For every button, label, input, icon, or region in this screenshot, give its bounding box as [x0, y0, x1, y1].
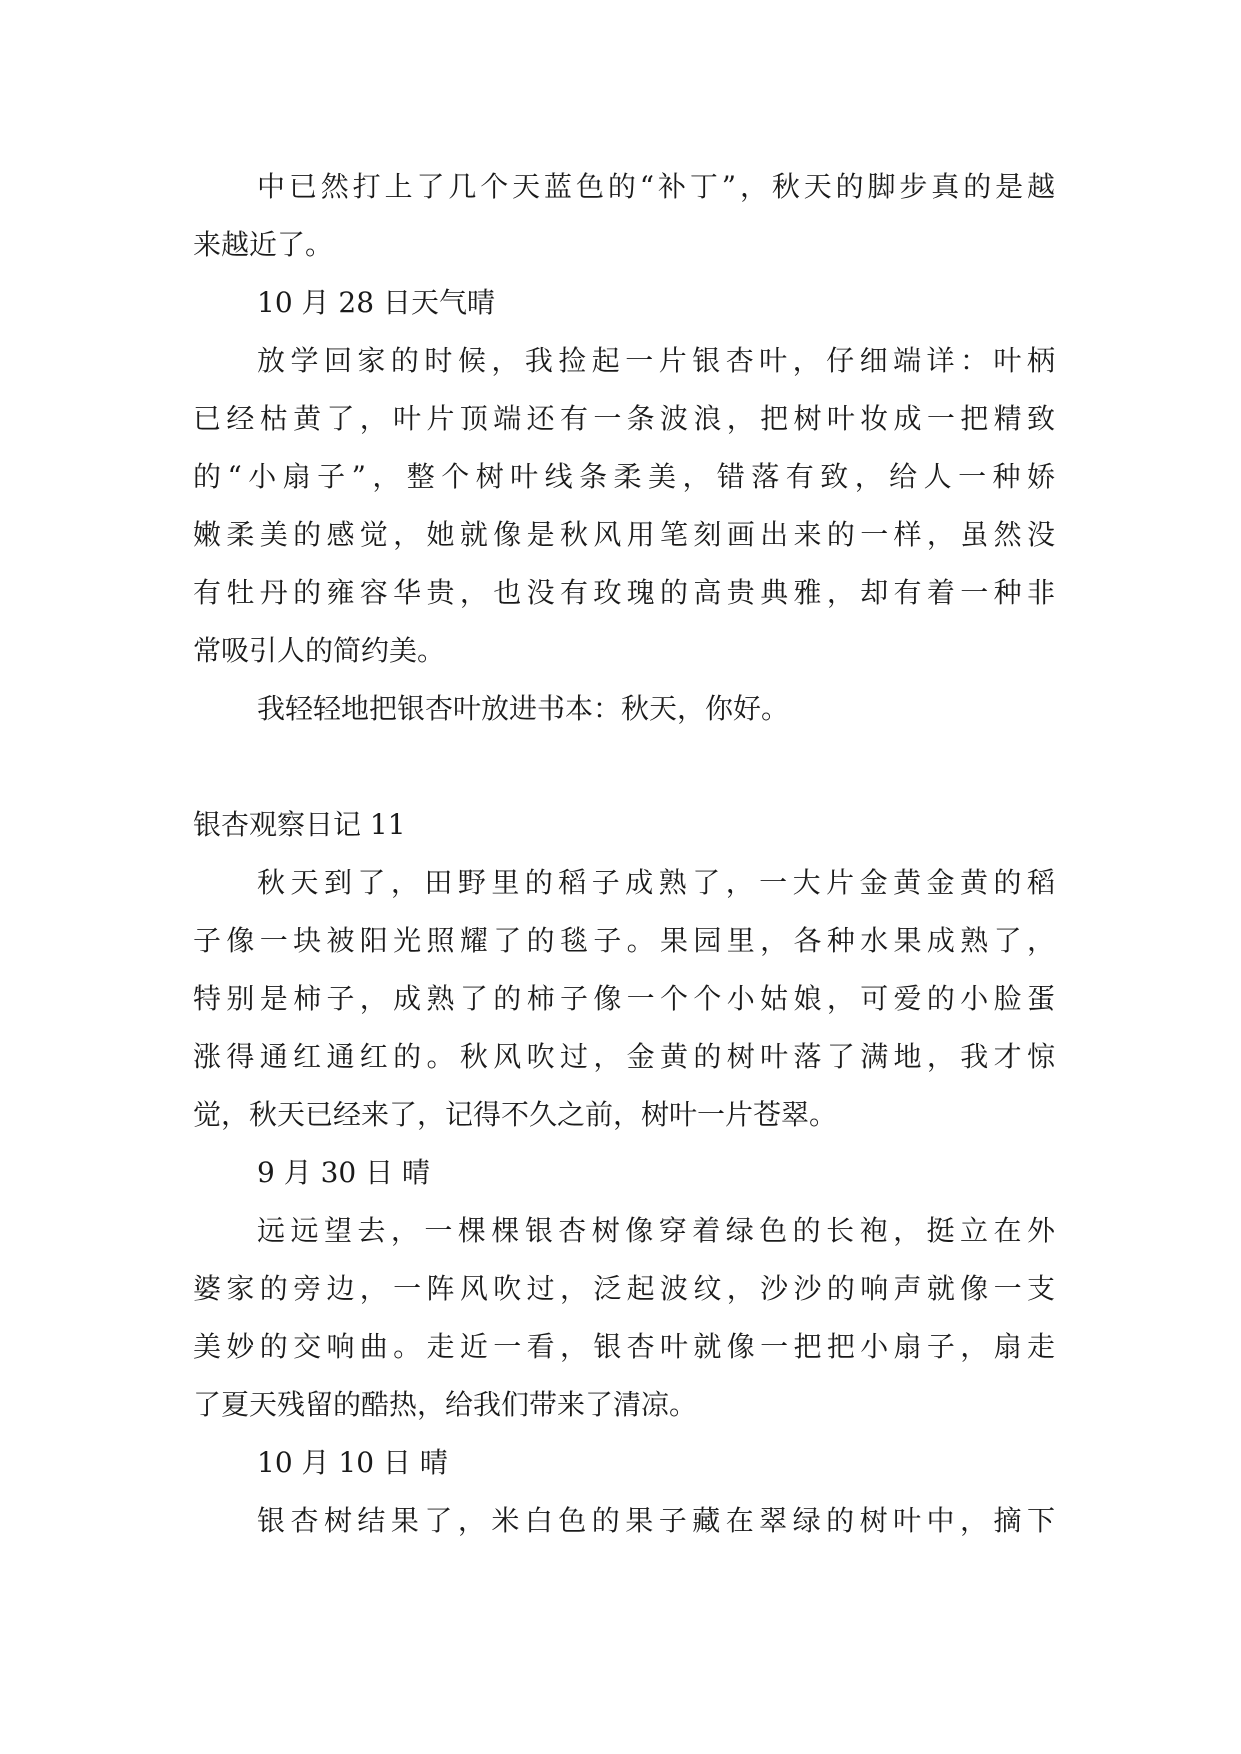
paragraph-line: 秋天到了，田野里的稻子成熟了，一大片金黄金黄的稻	[257, 866, 1055, 899]
paragraph-line: 有牡丹的雍容华贵，也没有玫瑰的高贵典雅，却有着一种非	[193, 576, 1055, 609]
paragraph-line: 来越近了。	[193, 228, 334, 261]
paragraph-line: 中已然打上了几个天蓝色的“补丁”，秋天的脚步真的是越	[257, 170, 1055, 203]
diary-date: 10 月 28 日天气晴	[257, 286, 495, 319]
paragraph-line: 我轻轻地把银杏叶放进书本：秋天，你好。	[257, 692, 790, 725]
paragraph-line: 银杏树结果了，米白色的果子藏在翠绿的树叶中，摘下	[257, 1504, 1055, 1537]
paragraph-line: 涨得通红通红的。秋风吹过，金黄的树叶落了满地，我才惊	[193, 1040, 1055, 1073]
paragraph-line: 婆家的旁边，一阵风吹过，泛起波纹，沙沙的响声就像一支	[193, 1272, 1055, 1305]
paragraph-line: 远远望去，一棵棵银杏树像穿着绿色的长袍，挺立在外	[257, 1214, 1055, 1247]
paragraph-line: 特别是柿子，成熟了的柿子像一个个小姑娘，可爱的小脸蛋	[193, 982, 1055, 1015]
paragraph	[193, 332, 1055, 680]
paragraph	[193, 1492, 1055, 1550]
paragraph	[193, 1202, 1055, 1434]
paragraph-line: 觉，秋天已经来了，记得不久之前，树叶一片苍翠。	[193, 1098, 838, 1131]
paragraph-line: 嫩柔美的感觉，她就像是秋风用笔刻画出来的一样，虽然没	[193, 518, 1055, 551]
paragraph-line: 常吸引人的简约美。	[193, 634, 446, 667]
document-page	[193, 158, 1055, 1550]
diary-date: 9 月 30 日 晴	[257, 1156, 431, 1189]
diary-date: 10 月 10 日 晴	[257, 1446, 448, 1479]
section-gap	[193, 738, 1055, 796]
paragraph	[193, 158, 1055, 274]
paragraph	[193, 680, 1055, 738]
paragraph-line: 了夏天残留的酷热，给我们带来了清凉。	[193, 1388, 698, 1421]
section-heading: 银杏观察日记 11	[193, 808, 406, 841]
paragraph-line: 的“小扇子”，整个树叶线条柔美，错落有致，给人一种娇	[193, 460, 1055, 493]
paragraph-line: 已经枯黄了，叶片顶端还有一条波浪，把树叶妆成一把精致	[193, 402, 1055, 435]
paragraph	[193, 854, 1055, 1144]
paragraph-line: 美妙的交响曲。走近一看，银杏叶就像一把把小扇子，扇走	[193, 1330, 1055, 1363]
paragraph-line: 放学回家的时候，我捡起一片银杏叶，仔细端详：叶柄	[257, 344, 1055, 377]
paragraph-line: 子像一块被阳光照耀了的毯子。果园里，各种水果成熟了，	[193, 924, 1055, 957]
